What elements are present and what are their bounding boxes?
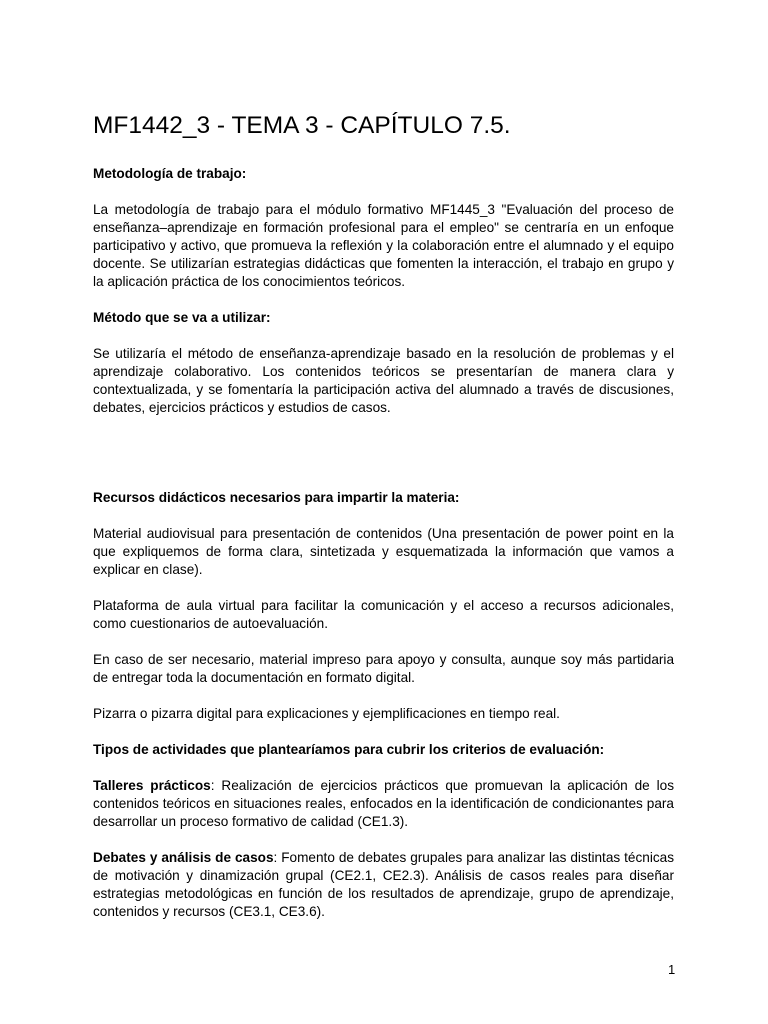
page-number: 1 (668, 962, 676, 977)
section-heading-metodologia: Metodología de trabajo: (93, 166, 247, 181)
paragraph-recurso-pizarra: Pizarra o pizarra digital para explicaciones y ejemplificaciones en tiempo real. (93, 706, 560, 721)
document-body (93, 165, 674, 921)
paragraph-metodologia: La metodología de trabajo para el módulo formativo MF1445_3 "Evaluación del proceso de enseñanza–aprendizaje en formación profesional para el empleo" se centraría en un enfoque participativo y activo, que promueva la reflexión y la colaboración entre el alumnado y el equipo docente. Se utilizarían estrategias didácticas que fomenten la interacción, el trabajo en grupo y la aplicación práctica de los conocimientos teóricos. (93, 202, 674, 289)
section-heading-recursos: Recursos didácticos necesarios para impartir la materia: (93, 490, 460, 505)
talleres-label: Talleres prácticos (93, 778, 211, 793)
debates-label: Debates y análisis de casos (93, 850, 274, 865)
paragraph-recurso-audiovisual: Material audiovisual para presentación de contenidos (Una presentación de power point en la que expliquemos de forma clara, sintetizada y esquematizada la información que vamos a explicar en clase). (93, 526, 674, 577)
section-heading-metodo: Método que se va a utilizar: (93, 310, 271, 325)
paragraph-recurso-material-impreso: En caso de ser necesario, material impreso para apoyo y consulta, aunque soy más partidaria de entregar toda la documentación en formato digital. (93, 652, 674, 685)
paragraph-talleres (93, 777, 674, 831)
paragraph-metodo: Se utilizaría el método de enseñanza-aprendizaje basado en la resolución de problemas y el aprendizaje colaborativo. Los contenidos teóricos se presentarían de manera clara y contextualizada, y se fomentaría la participación activa del alumnado a través de discusiones, debates, ejercicios prácticos y estudios de casos. (93, 346, 674, 415)
paragraph-debates (93, 849, 674, 921)
talleres-text: : Realización de ejercicios prácticos que promuevan la aplicación de los contenidos teóricos en situaciones reales, enfocados en la identificación de condicionantes para desarrollar un proceso formativo de calidad (CE1.3). (93, 778, 674, 829)
document-title: MF1442_3 - TEMA 3 - CAPÍTULO 7.5. (93, 112, 511, 139)
debates-text: : Fomento de debates grupales para analizar las distintas técnicas de motivación y dinamización grupal (CE2.1, CE2.3). Análisis de casos reales para diseñar estrategias metodológicas en función de los resultados de aprendizaje, grupo de aprendizaje, contenidos y recursos (CE3.1, CE3.6). (93, 850, 674, 919)
section-heading-actividades: Tipos de actividades que plantearíamos para cubrir los criterios de evaluación: (93, 742, 605, 757)
paragraph-recurso-aula-virtual: Plataforma de aula virtual para facilitar la comunicación y el acceso a recursos adicionales, como cuestionarios de autoevaluación. (93, 598, 674, 631)
